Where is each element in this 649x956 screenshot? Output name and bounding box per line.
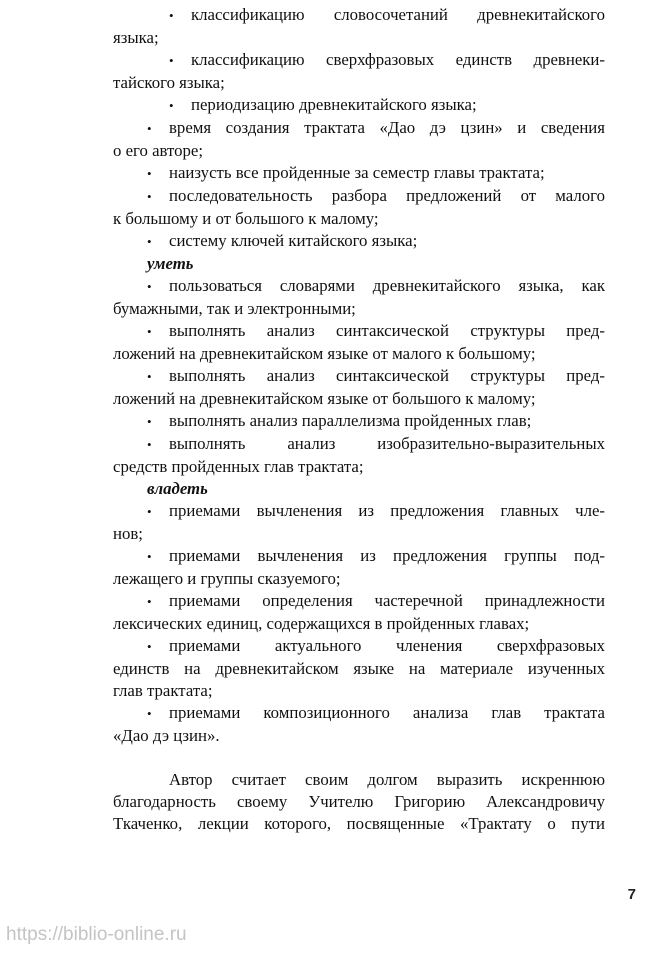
list-item: [113, 4, 605, 49]
bullet-icon: •: [147, 324, 152, 339]
list-item-continuation: бумажными, так и электронными;: [113, 299, 356, 318]
list-item-text: последовательность разбора предложений от малого: [169, 186, 605, 205]
watermark-url: https://biblio-online.ru: [6, 924, 187, 945]
list-item-text: время создания трактата «Дао дэ цзин» и сведения: [169, 118, 605, 137]
list-item-continuation: лексических единиц, содержащихся в пройденных главах;: [113, 614, 530, 633]
bullet-icon: •: [147, 594, 152, 609]
list-item-line: [113, 500, 605, 523]
list-item-continuation: средств пройденных глав трактата;: [113, 457, 364, 476]
list-item-line: [113, 702, 605, 725]
list-item-continuation: глав трактата;: [113, 681, 213, 700]
list-item-continuation: ложений на древнекитайском языке от малого к большому;: [113, 344, 536, 363]
list-item-continuation: ложений на древнекитайском языке от большого к малому;: [113, 389, 536, 408]
bullet-icon: •: [169, 8, 174, 23]
list-item-line: [113, 162, 605, 185]
list-item: [113, 545, 605, 590]
bullet-icon: •: [147, 639, 152, 654]
list-item: [113, 702, 605, 747]
paragraph-line: Ткаченко, лекции которого, посвященные «Трактату о пути: [113, 814, 605, 833]
list-item-text: приемами композиционного анализа глав трактата: [169, 703, 605, 722]
list-item-line: [113, 410, 605, 433]
bullet-icon: •: [147, 549, 152, 564]
list-item-line: [113, 230, 605, 253]
list-item-line: [113, 49, 605, 72]
bullet-icon: •: [147, 234, 152, 249]
list-item: [113, 635, 605, 702]
list-item: [113, 365, 605, 410]
list-item-text: выполнять анализ синтаксической структуры пред-: [169, 366, 605, 385]
list-item-line: [113, 658, 605, 680]
list-item-line: [113, 590, 605, 613]
list-item-text: приемами определения частеречной принадлежности: [169, 591, 605, 610]
paragraph-line: благодарность своему Учителю Григорию Александровичу: [113, 792, 605, 811]
list-item: [113, 94, 605, 117]
list-item-text: приемами актуального членения сверхфразовых: [169, 636, 605, 655]
list-item: [113, 117, 605, 162]
bullet-icon: •: [147, 189, 152, 204]
list-item-continuation: нов;: [113, 524, 143, 543]
page-number: 7: [627, 886, 636, 903]
list-item: [113, 320, 605, 365]
section-heading: уметь: [147, 254, 194, 273]
list-item-line: [113, 94, 605, 117]
list-item-line: [113, 433, 605, 456]
bullet-icon: •: [147, 437, 152, 452]
list-item-continuation: к большому и от большого к малому;: [113, 209, 379, 228]
list-item-continuation: тайского языка;: [113, 73, 225, 92]
list-item: [113, 49, 605, 94]
bullet-icon: •: [147, 279, 152, 294]
list-item-text: выполнять анализ изобразительно-выразительных: [169, 434, 605, 453]
list-item: [113, 500, 605, 545]
list-item-line: [113, 4, 605, 27]
bullet-icon: •: [147, 504, 152, 519]
bullet-icon: •: [169, 53, 174, 68]
paragraph-line: Автор считает своим долгом выразить искреннюю: [169, 770, 605, 789]
acknowledgement-paragraph: [113, 769, 605, 835]
bullet-icon: •: [147, 369, 152, 384]
list-item-text: приемами вычленения из предложения главных чле-: [169, 501, 605, 520]
list-item-text: выполнять анализ синтаксической структуры пред-: [169, 321, 605, 340]
list-item-continuation: языка;: [113, 28, 159, 47]
list-item-continuation: о его авторе;: [113, 141, 204, 160]
list-item: [113, 590, 605, 635]
list-item: [113, 230, 605, 253]
list-item: [113, 162, 605, 185]
list-item-text: систему ключей китайского языка;: [169, 231, 418, 250]
bullet-icon: •: [147, 414, 152, 429]
list-item-text: периодизацию древнекитайского языка;: [191, 95, 477, 114]
list-item-text: классификацию сверхфразовых единств древнеки-: [191, 50, 605, 69]
list-item-text: единств на древнекитайском языке на материале изученных: [113, 659, 605, 678]
list-item-continuation: «Дао дэ цзин».: [113, 726, 220, 745]
list-item-line: [113, 320, 605, 343]
list-item: [113, 433, 605, 478]
list-item-line: [113, 635, 605, 658]
bullet-icon: •: [147, 121, 152, 136]
section-heading: владеть: [147, 479, 208, 498]
bullet-icon: •: [147, 166, 152, 181]
list-item-text: классификацию словосочетаний древнекитайского: [191, 5, 605, 24]
list-item: [113, 410, 605, 433]
list-item-line: [113, 117, 605, 140]
list-item-line: [113, 185, 605, 208]
page-body: [113, 4, 605, 835]
list-item-text: наизусть все пройденные за семестр главы трактата;: [169, 163, 545, 182]
list-item: [113, 275, 605, 320]
list-item-line: [113, 275, 605, 298]
list-item-text: пользоваться словарями древнекитайского языка, как: [169, 276, 605, 295]
bullet-icon: •: [169, 98, 174, 113]
list-item-text: выполнять анализ параллелизма пройденных глав;: [169, 411, 532, 430]
list-item-line: [113, 365, 605, 388]
bullet-icon: •: [147, 706, 152, 721]
list-item: [113, 185, 605, 230]
list-item-continuation: лежащего и группы сказуемого;: [113, 569, 341, 588]
list-item-line: [113, 545, 605, 568]
list-item-text: приемами вычленения из предложения группы под-: [169, 546, 605, 565]
